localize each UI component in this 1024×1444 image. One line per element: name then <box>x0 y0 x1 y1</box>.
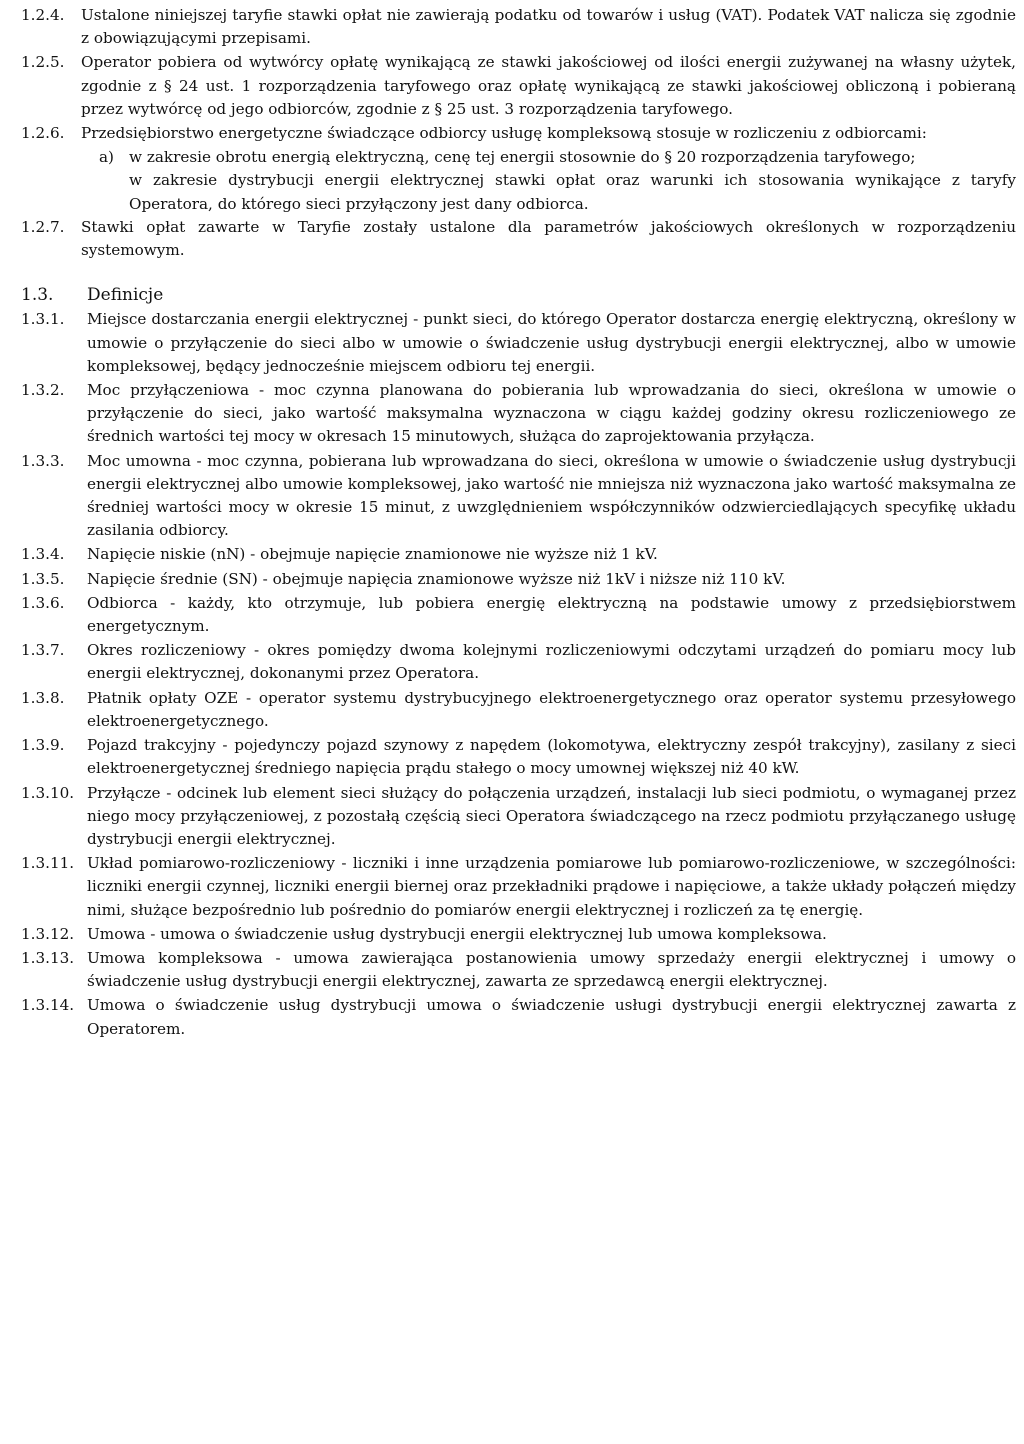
paragraph-number: 1.2.6. <box>21 124 65 143</box>
definition-number: 1.3.7. <box>21 641 65 660</box>
definition-text: Napięcie średnie (SN) - obejmuje napięcia znamionowe wyższe niż 1kV i niższe niż 110 kV. <box>87 569 786 588</box>
definition-text: Napięcie niskie (nN) - obejmuje napięcie znamionowe nie wyższe niż 1 kV. <box>87 545 658 564</box>
definition-text: Płatnik opłaty OZE - operator systemu dystrybucyjnego elektroenergetycznego oraz operator systemu przesyłowego elektroenergetycznego. <box>87 688 1016 730</box>
definition-number: 1.3.12. <box>21 924 75 943</box>
definition-1-3-12 <box>21 923 1016 946</box>
definition-number: 1.3.10. <box>21 783 75 802</box>
definition-text: Okres rozliczeniowy - okres pomiędzy dwoma kolejnymi rozliczeniowymi odczytami urządzeń do pomiaru mocy lub energii elektrycznej, dokonanymi przez Operatora. <box>87 641 1016 683</box>
definition-1-3-6 <box>21 592 1016 638</box>
definition-1-3-1 <box>21 308 1016 378</box>
definition-1-3-14 <box>21 994 1016 1040</box>
definition-number: 1.3.2. <box>21 381 65 400</box>
definition-1-3-3 <box>21 450 1016 543</box>
definition-number: 1.3.3. <box>21 451 65 470</box>
definition-text: Pojazd trakcyjny - pojedynczy pojazd szynowy z napędem (lokomotywa, elektryczny zespół trakcyjny), zasilany z sieci elektroenergetycznej średniego napięcia prądu stałego o mocy umownej większej niż 40 kW. <box>87 736 1016 778</box>
definition-text: Moc przyłączeniowa - moc czynna planowana do pobierania lub wprowadzania do sieci, określona w umowie o przyłączenie do sieci, jako wartość maksymalna wyznaczona w ciągu każdej godziny okresu rozliczeniowego ze średnich wartości tej mocy w okresach 15 minutowych, służąca do zaprojektowania przyłącza. <box>87 381 1016 446</box>
definition-text: Odbiorca - każdy, kto otrzymuje, lub pobiera energię elektryczną na podstawie umowy z przedsiębiorstwem energetycznym. <box>87 593 1016 636</box>
definition-1-3-4 <box>21 543 1016 566</box>
definition-text: Miejsce dostarczania energii elektrycznej - punkt sieci, do którego Operator dostarcza energię elektryczną, określony w umowie o przyłączenie do sieci albo w umowie o świadczenie usług dystrybucji energii elektrycznej, albo w umowie kompleksowej, będący jednocześnie miejscem odbioru tej energii. <box>87 310 1016 375</box>
sublist-text: w zakresie dystrybucji energii elektrycznej stawki opłat oraz warunki ich stosowania wynikające z taryfy Operatora, do którego sieci przyłączony jest dany odbiorca. <box>129 171 1016 213</box>
definition-text: Umowa - umowa o świadczenie usług dystrybucji energii elektrycznej lub umowa kompleksowa. <box>87 924 827 943</box>
paragraph-1-2-7 <box>21 216 1016 262</box>
definition-1-3-13 <box>21 947 1016 993</box>
paragraph-text: Ustalone niniejszej taryfie stawki opłat nie zawierają podatku od towarów i usług (VAT). Podatek VAT nalicza się zgodnie z obowiązującymi przepisami. <box>81 6 1016 48</box>
definition-1-3-9 <box>21 734 1016 780</box>
definition-number: 1.3.9. <box>21 736 65 755</box>
definitions-list <box>21 308 1016 1040</box>
sublist-text: w zakresie obrotu energią elektryczną, cenę tej energii stosownie do § 20 rozporządzenia taryfowego; <box>129 148 916 167</box>
definition-number: 1.3.4. <box>21 545 65 564</box>
paragraph-1-2-5 <box>21 51 1016 121</box>
sublist-letter: a) <box>99 148 114 167</box>
definition-1-3-8 <box>21 687 1016 733</box>
definition-text: Moc umowna - moc czynna, pobierana lub wprowadzana do sieci, określona w umowie o świadczenie usług dystrybucji energii elektrycznej albo umowie kompleksowej, jako wartość nie mniejsza niż wyznaczona jako wartość maksymalna ze średniej wartości mocy w okresie 15 minut, z uwzględnieniem współczynników odzwierciedlających specyfikę układu zasilania odbiorcy. <box>87 451 1016 540</box>
paragraph-1-2-6-sublist <box>81 146 1016 216</box>
section-number: 1.3. <box>21 285 54 306</box>
definition-number: 1.3.1. <box>21 310 65 329</box>
paragraph-number: 1.2.7. <box>21 217 65 236</box>
definition-text: Umowa kompleksowa - umowa zawierająca postanowienia umowy sprzedaży energii elektrycznej i umowy o świadczenie usług dystrybucji energii elektrycznej, zawarta ze sprzedawcą energii elektrycznej. <box>87 948 1016 991</box>
definition-number: 1.3.6. <box>21 593 65 612</box>
definition-text: Przyłącze - odcinek lub element sieci służący do połączenia urządzeń, instalacji lub sieci podmiotu, o wymaganej przez niego mocy przyłączeniowej, z pozostałą częścią sieci Operatora świadczącego na rzecz podmiotu przyłączanego usługę dystrybucji energii elektrycznej. <box>87 783 1016 848</box>
definition-number: 1.3.13. <box>21 948 75 967</box>
definition-text: Układ pomiarowo-rozliczeniowy - liczniki i inne urządzenia pomiarowe lub pomiarowo-rozliczeniowe, w szczególności: liczniki energii czynnej, liczniki energii biernej oraz przekładniki prądowe i napięciowe, a także układy połączeń między nimi, służące bezpośrednio lub pośrednio do pomiarów energii elektrycznej i rozliczeń za tę energię. <box>87 854 1016 919</box>
definition-text: Umowa o świadczenie usług dystrybucji umowa o świadczenie usługi dystrybucji energii elektrycznej zawarta z Operatorem. <box>87 996 1016 1038</box>
paragraph-1-2-4 <box>21 4 1016 50</box>
paragraph-text: Przedsiębiorstwo energetyczne świadczące odbiorcy usługę kompleksową stosuje w rozliczeniu z odbiorcami: <box>81 124 927 143</box>
paragraph-number: 1.2.4. <box>21 6 65 24</box>
definition-number: 1.3.11. <box>21 854 75 873</box>
definition-1-3-11 <box>21 852 1016 922</box>
definition-1-3-7 <box>21 639 1016 685</box>
definition-number: 1.3.5. <box>21 569 65 588</box>
definition-1-3-5 <box>21 568 1016 591</box>
definition-1-3-10 <box>21 782 1016 852</box>
section-title: Definicje <box>87 285 164 306</box>
definition-number: 1.3.8. <box>21 688 65 707</box>
paragraph-text: Stawki opłat zawarte w Taryfie zostały ustalone dla parametrów jakościowych określonych w rozporządzeniu systemowym. <box>81 217 1016 260</box>
sublist-item-a <box>81 146 1016 169</box>
paragraph-1-2-6 <box>21 122 1016 145</box>
definition-1-3-2 <box>21 379 1016 449</box>
sublist-item-b <box>81 169 1016 215</box>
paragraph-text: Operator pobiera od wytwórcy opłatę wynikającą ze stawki jakościowej od ilości energii zużywanej na własny użytek, zgodnie z § 24 ust. 1 rozporządzenia taryfowego oraz opłatę wynikającą ze stawki jakościowej obliczoną i pobieraną przez wytwórcę od jego odbiorców, zgodnie z § 25 ust. 3 rozporządzenia taryfowego. <box>81 53 1016 118</box>
section-heading-definicje <box>21 284 1016 307</box>
paragraph-number: 1.2.5. <box>21 53 65 72</box>
definition-number: 1.3.14. <box>21 996 75 1015</box>
